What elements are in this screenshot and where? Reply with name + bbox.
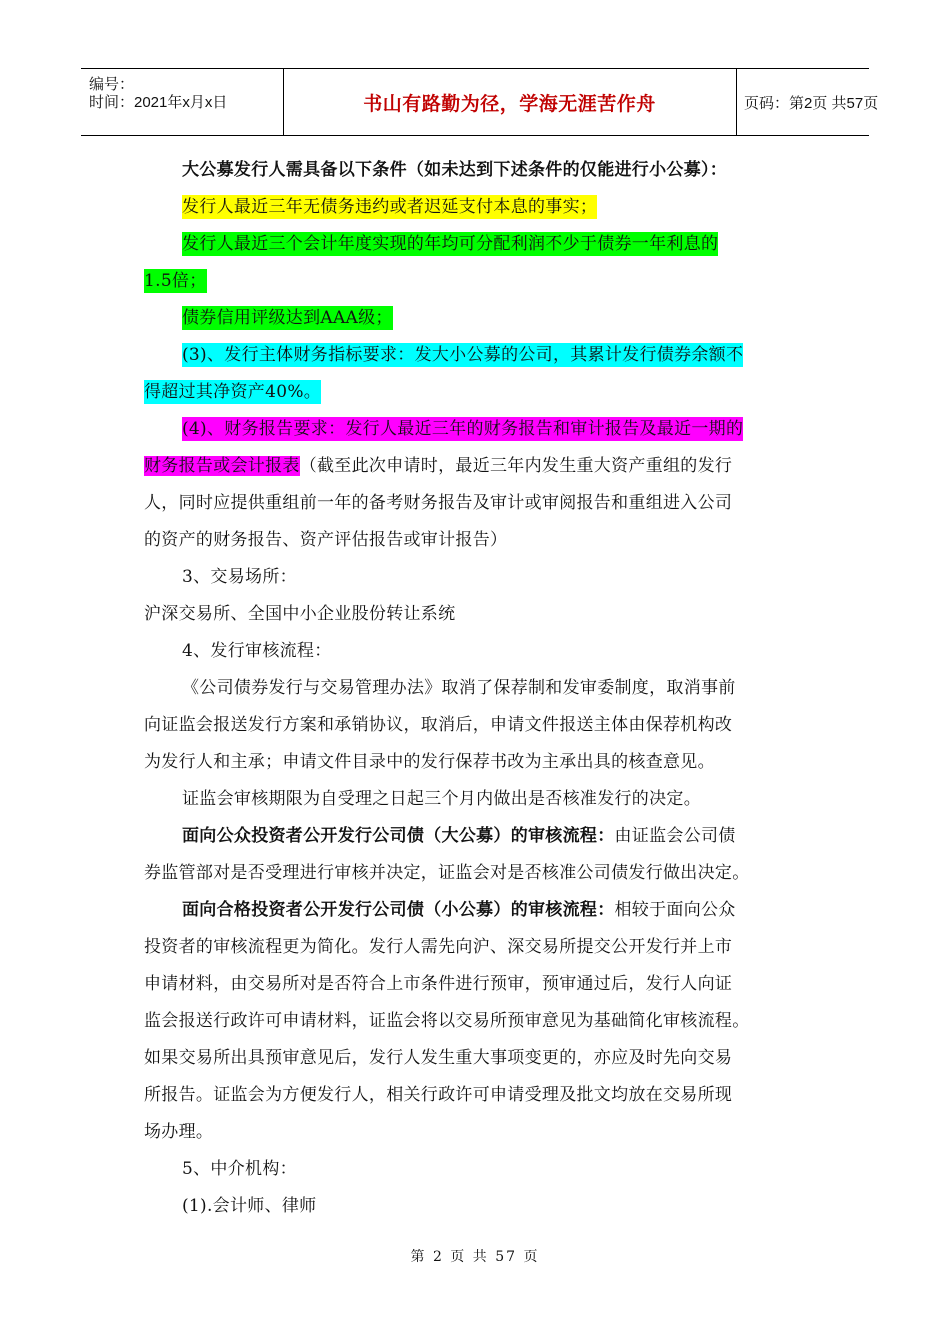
header-motto-cell (283, 69, 737, 135)
paragraph-line: 所报告。证监会为方便发行人，相关行政许可申请受理及批文均放在交易所现 (144, 1085, 733, 1105)
section-heading: 5、中介机构： (182, 1159, 297, 1179)
paragraph-line: 沪深交易所、全国中小企业股份转让系统 (144, 604, 456, 624)
header-page-info: 页码：第2页 共57页 (744, 94, 879, 112)
header-motto: 书山有路勤为径，学海无涯苦作舟 (363, 92, 656, 115)
paragraph-line: 如果交易所出具预审意见后，发行人发生重大事项变更的，亦应及时先向交易 (144, 1048, 733, 1068)
highlighted-line: 得超过其净资产40%。 (144, 382, 322, 402)
paragraph-line: 场办理。 (144, 1122, 214, 1142)
paragraph-line: 人，同时应提供重组前一年的备考财务报告及审计或审阅报告和重组进入公司 (144, 493, 733, 513)
section-heading: 3、交易场所： (182, 567, 297, 587)
document-number-label: 编号： (89, 76, 135, 93)
paragraph-span: （截至此次申请时，最近三年内发生重大资产重组的发行 (299, 456, 733, 476)
paragraph-line: 《公司债券发行与交易管理办法》取消了保荐制和发审委制度，取消事前 (182, 678, 736, 698)
document-time-label: 时间：2021年x月x日 (89, 94, 228, 111)
paragraph-line (182, 824, 736, 848)
paragraph-line: 向证监会报送发行方案和承销协议，取消后，申请文件报送主体由保荐机构改 (144, 715, 733, 735)
highlighted-line: (4)、财务报告要求：发行人最近三年的财务报告和审计报告及最近一期的 (182, 419, 744, 439)
paragraph-line: 申请材料，由交易所对是否符合上市条件进行预审，预审通过后，发行人向证 (144, 974, 733, 994)
section-heading: 4、发行审核流程： (182, 641, 332, 661)
page-footer: 第 2 页 共 57 页 (410, 1249, 540, 1265)
bold-lead: 面向合格投资者公开发行公司债（小公募）的审核流程： (182, 900, 615, 920)
paragraph-line (144, 454, 732, 478)
highlighted-span: 财务报告或会计报表 (144, 456, 300, 476)
highlighted-line: 债券信用评级达到AAA级； (182, 308, 393, 328)
paragraph-line: 证监会审核期限为自受理之日起三个月内做出是否核准发行的决定。 (182, 789, 701, 809)
paragraph-line: 的资产的财务报告、资产评估报告或审计报告） (144, 530, 508, 550)
highlighted-line: 1.5倍； (144, 271, 207, 291)
paragraph-line: 券监管部对是否受理进行审核并决定，证监会对是否核准公司债发行做出决定。 (144, 863, 750, 883)
paragraph-line: (1).会计师、律师 (182, 1196, 317, 1216)
page-header (81, 68, 879, 136)
paragraph-line (182, 898, 736, 922)
highlighted-line: 发行人最近三年无债务违约或者迟延支付本息的事实； (182, 197, 598, 217)
paragraph-span: 由证监会公司债 (614, 826, 736, 846)
highlighted-line: (3)、发行主体财务指标要求：发大小公募的公司，其累计发行债券余额不 (182, 345, 744, 365)
bold-lead: 面向公众投资者公开发行公司债（大公募）的审核流程： (182, 826, 615, 846)
header-meta-cell (81, 69, 284, 135)
header-page-cell (736, 69, 879, 135)
paragraph-line: 大公募发行人需具备以下条件（如未达到下述条件的仅能进行小公募）： (182, 160, 728, 180)
paragraph-line: 监会报送行政许可申请材料，证监会将以交易所预审意见为基础简化审核流程。 (144, 1011, 750, 1031)
paragraph-span: 相较于面向公众 (614, 900, 736, 920)
highlighted-line: 发行人最近三个会计年度实现的年均可分配利润不少于债券一年利息的 (182, 234, 719, 254)
paragraph-line: 投资者的审核流程更为简化。发行人需先向沪、深交易所提交公开发行并上市 (144, 937, 733, 957)
paragraph-line: 为发行人和主承；申请文件目录中的发行保荐书改为主承出具的核查意见。 (144, 752, 715, 772)
